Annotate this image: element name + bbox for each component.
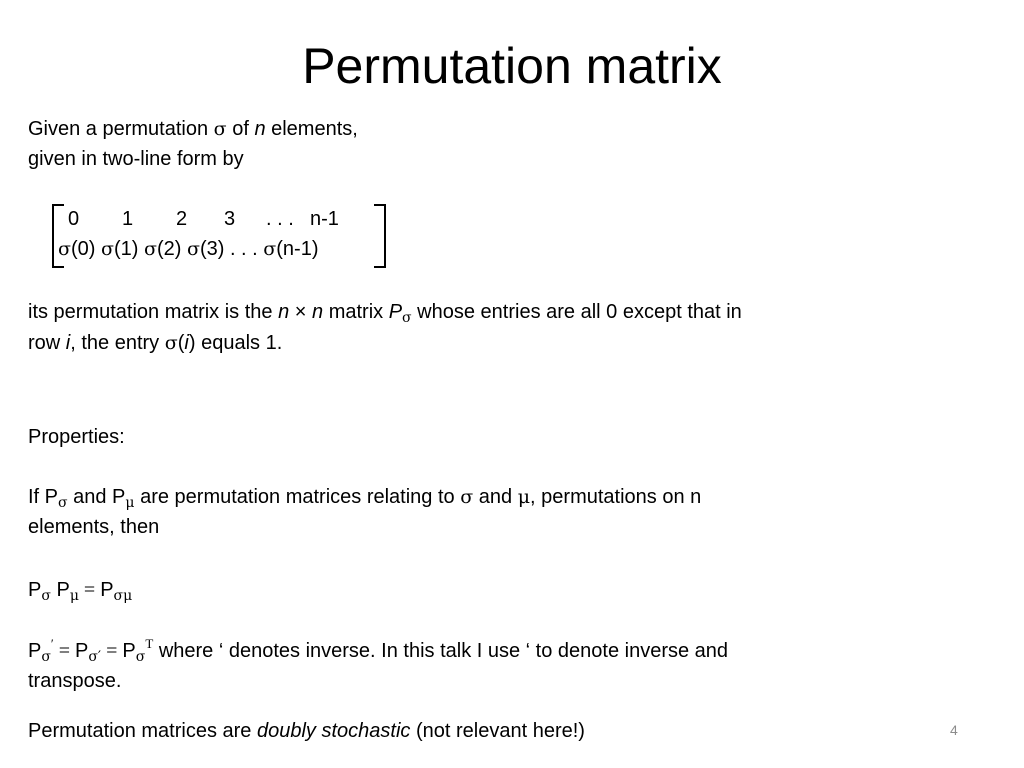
p-variable: P — [75, 640, 89, 662]
p-variable: P — [28, 640, 42, 662]
properties-text: are permutation matrices relating to — [134, 486, 461, 508]
definition-text: its permutation matrix is the — [28, 301, 279, 323]
n-variable: n — [254, 118, 266, 140]
sigma-prime-subscript: σ′ — [88, 649, 102, 665]
times-symbol: × — [289, 301, 313, 323]
n-variable: n — [312, 301, 324, 323]
sigmamu-subscript: σμ — [113, 588, 133, 604]
n-variable: n — [278, 301, 290, 323]
properties-text: , permutations on n — [530, 486, 702, 508]
sigma-subscript: σ — [41, 649, 51, 665]
properties-text: (not relevant here!) — [410, 720, 585, 742]
intro-line-1 — [28, 116, 358, 142]
doubly-stochastic-term: doubly stochastic — [256, 720, 411, 742]
matrix-cell: 3 — [224, 208, 236, 230]
matrix-right-bracket — [374, 204, 386, 268]
matrix-cell: (1) — [113, 238, 144, 260]
definition-text: , the entry — [70, 332, 165, 354]
matrix-cell: 0 — [68, 208, 80, 230]
equals-symbol: = — [78, 579, 101, 601]
sigma-symbol: σ — [100, 238, 114, 260]
matrix-cell: . . . — [266, 208, 294, 230]
matrix-cell: 1 — [122, 208, 134, 230]
definition-line-1 — [28, 299, 742, 327]
definition-line-2 — [28, 330, 282, 356]
definition-text: whose entries are all 0 except that in — [411, 301, 742, 323]
properties-if-line-1 — [28, 484, 701, 512]
mu-subscript: μ — [125, 495, 135, 511]
sigma-symbol: σ — [460, 486, 474, 508]
equals-symbol: = — [101, 640, 123, 662]
p-variable: P — [388, 301, 403, 323]
i-variable: i — [184, 332, 189, 354]
sigma-subscript: σ — [58, 495, 68, 511]
inverse-line-2: transpose. — [28, 670, 122, 692]
properties-heading: Properties: — [28, 426, 125, 448]
p-variable: P — [28, 579, 42, 601]
definition-text: ) equals 1. — [188, 332, 283, 354]
intro-text: of — [226, 118, 255, 140]
properties-text: and — [473, 486, 518, 508]
equals-symbol: = — [53, 640, 76, 662]
matrix-cell: (0) — [70, 238, 101, 260]
properties-text: and P — [67, 486, 126, 508]
properties-text: Permutation matrices are — [28, 720, 257, 742]
mu-symbol: μ — [517, 486, 531, 508]
matrix-cell: (3) . . . — [199, 238, 264, 260]
p-variable: P — [100, 579, 114, 601]
inverse-equation-line — [28, 638, 728, 666]
p-variable: P — [50, 579, 70, 601]
sigma-symbol: σ — [186, 238, 200, 260]
i-variable: i — [65, 332, 71, 354]
definition-text: row — [28, 332, 66, 354]
sigma-symbol: σ — [213, 118, 227, 140]
matrix-cell: n-1 — [310, 208, 339, 230]
intro-text: Given a permutation — [28, 118, 214, 140]
transpose-symbol: T — [145, 636, 154, 651]
properties-if-line-2: elements, then — [28, 516, 160, 538]
matrix-bottom-row — [58, 236, 319, 262]
p-variable: P — [122, 640, 136, 662]
properties-text: where ‘ denotes inverse. In this talk I use ‘ to denote inverse and — [153, 640, 729, 662]
sigma-symbol: σ — [143, 238, 157, 260]
product-equation — [28, 577, 132, 605]
prime-symbol: ′ — [50, 636, 54, 651]
definition-text: matrix — [323, 301, 389, 323]
mu-subscript: μ — [69, 588, 79, 604]
intro-line-2: given in two-line form by — [28, 148, 244, 170]
doubly-stochastic-line — [28, 718, 585, 744]
matrix-cell: (2) — [156, 238, 187, 260]
sigma-subscript: σ — [135, 649, 146, 665]
sigma-symbol: σ — [263, 238, 277, 260]
slide-title: Permutation matrix — [302, 38, 722, 94]
sigma-subscript: σ — [402, 310, 412, 326]
intro-text: elements, — [265, 118, 358, 140]
properties-text: If P — [28, 486, 59, 508]
definition-text: ( — [177, 332, 185, 354]
matrix-cell: 2 — [176, 208, 188, 230]
matrix-cell: (n-1) — [276, 238, 319, 260]
sigma-symbol: σ — [164, 332, 178, 354]
sigma-subscript: σ — [41, 588, 51, 604]
page-number: 4 — [950, 722, 958, 738]
sigma-symbol: σ — [58, 238, 71, 260]
